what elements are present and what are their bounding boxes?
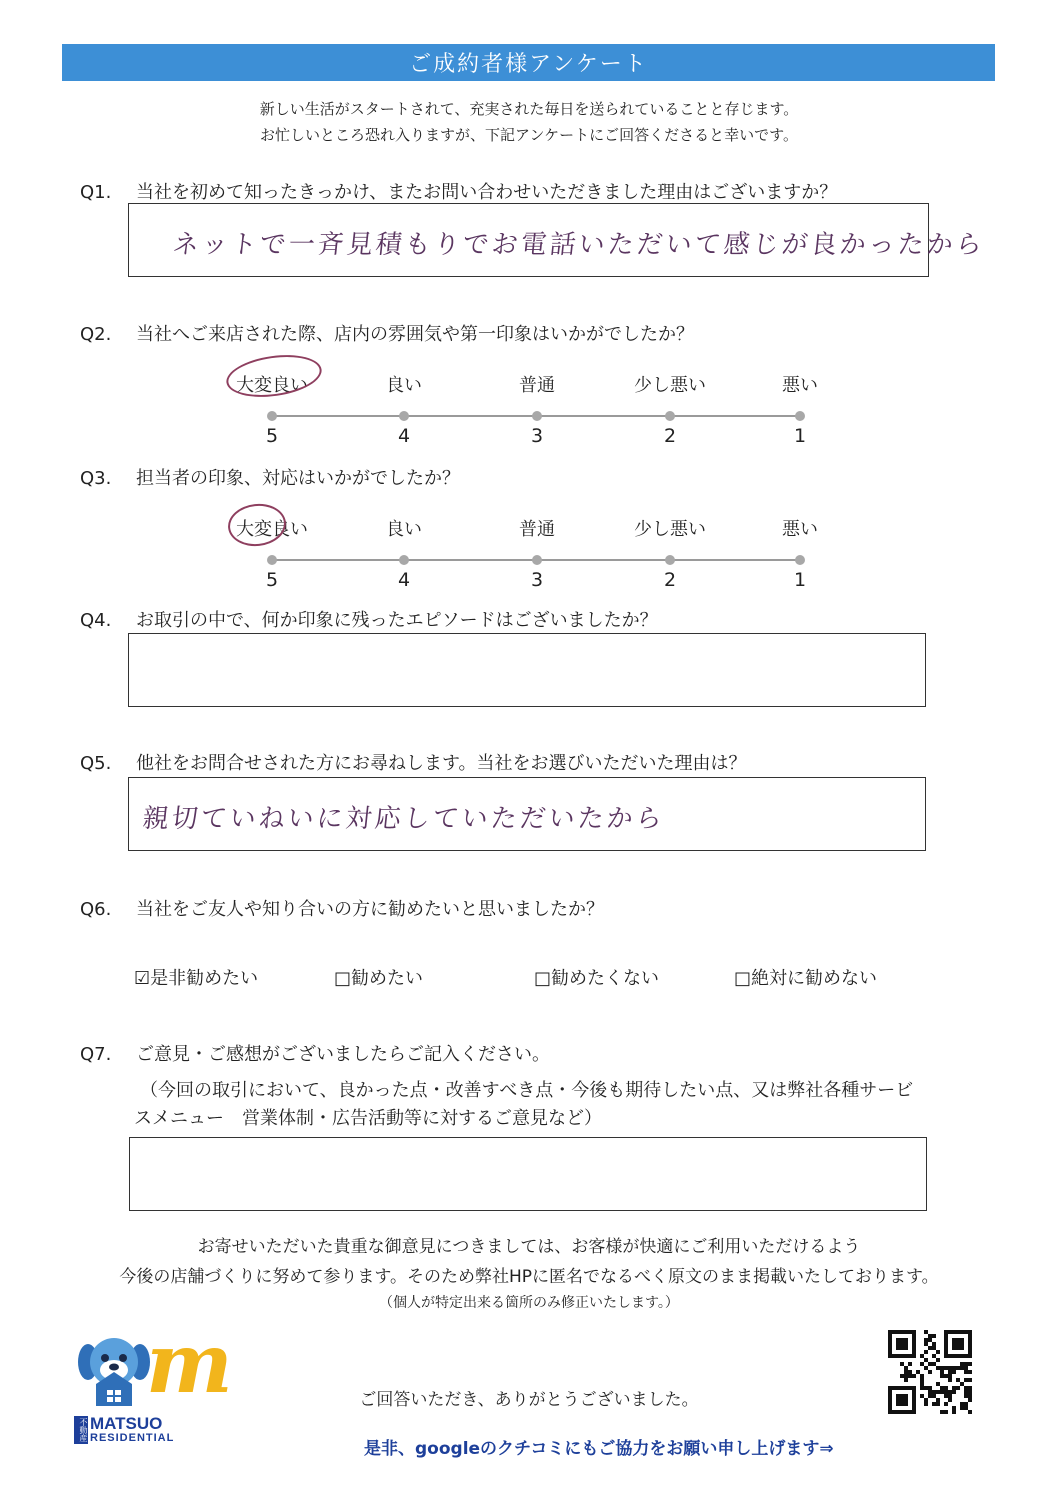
scale-number: 1 xyxy=(793,569,807,591)
q5-text: 他社をお問合せされた方にお尋ねします。当社をお選びいただいた理由は？ xyxy=(136,753,747,774)
q5-answer-box[interactable] xyxy=(128,777,926,851)
qr-code[interactable] xyxy=(888,1330,972,1414)
scale-number: 3 xyxy=(530,569,544,591)
logo-name: MATSUO xyxy=(90,1414,163,1433)
q7-note-line-2: スメニュー 営業体制・広告活動等に対するご意見など） xyxy=(134,1108,602,1129)
q6-option-2-label: 勧めたい xyxy=(351,968,424,989)
q7-text: ご意見・ご感想がございましたらご記入ください。 xyxy=(136,1044,550,1065)
scale-label: 大変良い xyxy=(236,375,308,396)
intro-line-1: 新しい生活がスタートされて、充実された毎日を送られていることと存じます。 xyxy=(259,100,799,118)
q6-option-strongly-recommend[interactable] xyxy=(134,964,258,990)
scale-label: 良い xyxy=(386,375,422,396)
q6-text: 当社をご友人や知り合いの方に勧めたいと思いましたか？ xyxy=(136,899,604,920)
q6-option-4-label: 絶対に勧めない xyxy=(751,968,878,989)
scale-label: 悪い xyxy=(782,519,818,540)
scale-label: 普通 xyxy=(519,375,555,396)
google-review-request[interactable]: 是非、googleのクチコミにもご協力をお願い申し上げます⇒ xyxy=(364,1439,834,1459)
scale-point[interactable] xyxy=(399,555,409,565)
scale-number: 4 xyxy=(397,425,411,447)
scale-point[interactable] xyxy=(399,411,409,421)
q6-option-2-checkbox[interactable]: □ xyxy=(334,968,352,989)
q3-rating-scale xyxy=(0,512,1058,592)
footer-line-2: 今後の店舗づくりに努めて参ります。そのため弊社HPに匿名でなるべく原文のまま掲載いたしております。 xyxy=(119,1267,939,1287)
scale-point[interactable] xyxy=(665,555,675,565)
q3-text: 担当者の印象、対応はいかがでしたか？ xyxy=(136,468,460,489)
scale-label: 大変良い xyxy=(236,519,308,540)
footer-line-3: （個人が特定出来る箇所のみ修正いたします。） xyxy=(379,1295,679,1311)
footer-line-1: お寄せいただいた貴重な御意見につきましては、お客様が快適にご利用いただけるよう xyxy=(197,1237,861,1257)
company-logo xyxy=(70,1316,233,1448)
q7-note-line-1: （今回の取引において、良かった点・改善すべき点・今後も期待したい点、又は弊社各種サービ xyxy=(140,1080,914,1101)
q4-question xyxy=(80,606,658,632)
scale-number: 5 xyxy=(265,569,279,591)
logo-tag: 不動産 xyxy=(74,1416,88,1444)
q3-number: Q3. xyxy=(80,468,112,489)
intro-line-2: お忙しいところ恐れ入りますが、下記アンケートにご回答くださると幸いです。 xyxy=(260,126,798,144)
q6-option-1-label: 是非勧めたい xyxy=(150,968,259,989)
q5-number: Q5. xyxy=(80,753,112,774)
q7-answer-box[interactable] xyxy=(129,1137,927,1211)
q6-question xyxy=(80,895,604,921)
q1-text: 当社を初めて知ったきっかけ、またお問い合わせいただきました理由はございますか？ xyxy=(136,182,838,203)
q2-text: 当社へご来店された際、店内の雰囲気や第一印象はいかがでしたか？ xyxy=(136,324,694,345)
q7-number: Q7. xyxy=(80,1044,112,1065)
scale-label: 少し悪い xyxy=(634,375,706,396)
q2-number: Q2. xyxy=(80,324,112,345)
q1-number: Q1. xyxy=(80,182,112,203)
scale-number: 2 xyxy=(663,569,677,591)
scale-point[interactable] xyxy=(267,555,277,565)
q1-answer-box[interactable] xyxy=(128,203,987,277)
logo-subname: RESIDENTIAL xyxy=(90,1432,175,1444)
scale-label: 悪い xyxy=(782,375,818,396)
thanks-message: ご回答いただき、ありがとうございました。 xyxy=(359,1390,699,1410)
scale-label: 少し悪い xyxy=(634,519,706,540)
logo-letter: m xyxy=(146,1316,233,1412)
q6-option-not-recommend[interactable] xyxy=(534,964,659,990)
scale-number: 2 xyxy=(663,425,677,447)
q6-option-1-checkbox[interactable]: ☑ xyxy=(134,968,151,989)
scale-point[interactable] xyxy=(267,411,277,421)
q6-option-recommend[interactable] xyxy=(334,964,423,990)
q4-number: Q4. xyxy=(80,610,112,631)
q5-answer: 親切ていねいに対応していただいたから xyxy=(141,804,667,834)
scale-number: 3 xyxy=(530,425,544,447)
scale-point[interactable] xyxy=(795,411,805,421)
q6-number: Q6. xyxy=(80,899,112,920)
scale-number: 1 xyxy=(793,425,807,447)
scale-number: 4 xyxy=(397,569,411,591)
q2-rating-scale xyxy=(0,368,1058,448)
q5-question xyxy=(80,749,747,775)
scale-point[interactable] xyxy=(795,555,805,565)
q1-answer: ネットで一斉見積もりでお電話いただいて感じが良かったから xyxy=(171,230,987,260)
q4-answer-box[interactable] xyxy=(128,633,926,707)
scale-label: 良い xyxy=(386,519,422,540)
q2-question xyxy=(80,320,694,346)
q3-question xyxy=(80,464,460,490)
scale-point[interactable] xyxy=(665,411,675,421)
q6-option-never-recommend[interactable] xyxy=(734,964,877,990)
q4-text: お取引の中で、何か印象に残ったエピソードはございましたか？ xyxy=(136,610,658,631)
q6-option-4-checkbox[interactable]: □ xyxy=(734,968,752,989)
scale-label: 普通 xyxy=(519,519,555,540)
scale-point[interactable] xyxy=(532,555,542,565)
q7-question xyxy=(80,1040,550,1066)
scale-point[interactable] xyxy=(532,411,542,421)
survey-title: ご成約者様アンケート xyxy=(62,44,995,81)
q6-option-3-label: 勧めたくない xyxy=(551,968,660,989)
q6-option-3-checkbox[interactable]: □ xyxy=(534,968,552,989)
q1-question xyxy=(80,178,837,204)
qr-code-icon xyxy=(888,1330,972,1414)
dog-mascot-icon xyxy=(74,1332,154,1412)
scale-number: 5 xyxy=(265,425,279,447)
selection-circle xyxy=(226,501,288,549)
